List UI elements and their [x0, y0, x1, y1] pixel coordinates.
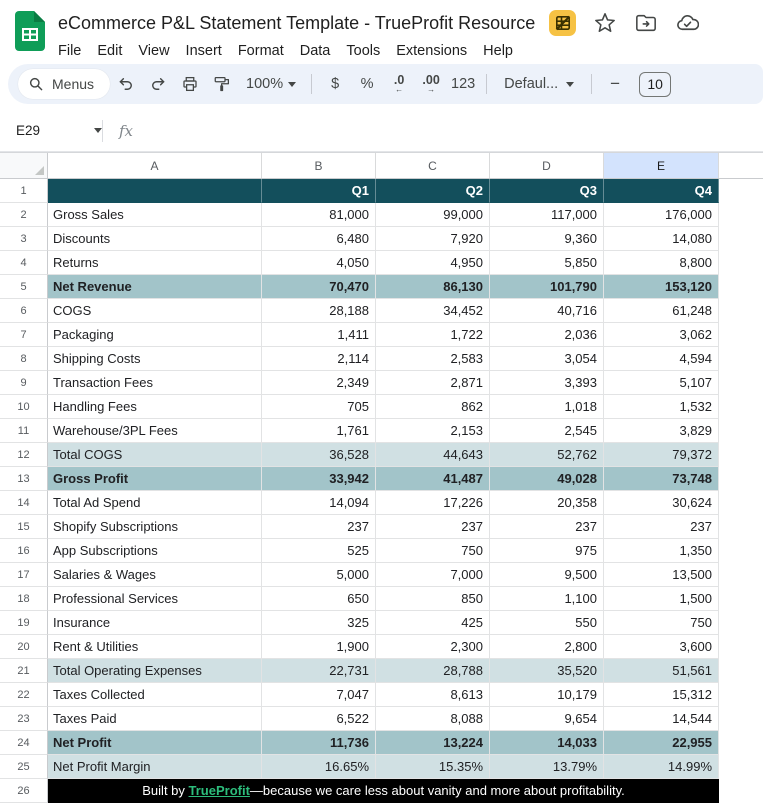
menu-bar	[50, 41, 763, 61]
value-cell[interactable]: 153,120	[604, 275, 719, 299]
row-number[interactable]: 17	[0, 563, 48, 587]
row-number[interactable]: 5	[0, 275, 48, 299]
value-cell[interactable]: 750	[376, 539, 490, 563]
decrease-decimal-button[interactable]: .0 ←	[393, 73, 405, 94]
row-number[interactable]: 1	[0, 179, 48, 203]
value-cell[interactable]: 81,000	[262, 203, 376, 227]
value-cell[interactable]: 35,520	[490, 659, 604, 683]
value-cell[interactable]: 8,800	[604, 251, 719, 275]
cell-reference: E29	[16, 123, 41, 138]
cell[interactable]	[719, 515, 763, 539]
row-number[interactable]: 8	[0, 347, 48, 371]
format-currency-button[interactable]: $	[331, 76, 340, 92]
value-cell[interactable]: 86,130	[376, 275, 490, 299]
table-row	[0, 275, 763, 299]
undo-button[interactable]	[112, 70, 140, 98]
row-label-cell[interactable]: Taxes Collected	[48, 683, 262, 707]
row-number[interactable]: 2	[0, 203, 48, 227]
value-cell[interactable]: 41,487	[376, 467, 490, 491]
table-row	[0, 659, 763, 683]
formula-bar	[0, 110, 763, 152]
value-cell[interactable]: 17,226	[376, 491, 490, 515]
value-cell[interactable]: 8,088	[376, 707, 490, 731]
value-cell[interactable]: 2,153	[376, 419, 490, 443]
table-row	[0, 611, 763, 635]
cell[interactable]	[719, 179, 763, 203]
row-number[interactable]: 20	[0, 635, 48, 659]
formula-bar-divider	[102, 120, 103, 142]
format-percent-button[interactable]: %	[360, 76, 374, 92]
table-row	[0, 371, 763, 395]
cell[interactable]	[719, 395, 763, 419]
column-header-c[interactable]: C	[376, 153, 490, 178]
value-cell[interactable]: 3,829	[604, 419, 719, 443]
value-cell[interactable]: 2,800	[490, 635, 604, 659]
cell[interactable]	[719, 707, 763, 731]
row-label-cell[interactable]: Gross Sales	[48, 203, 262, 227]
menu-item-insert[interactable]: Insert	[185, 43, 222, 59]
menu-item-extensions[interactable]: Extensions	[396, 43, 468, 59]
table-row	[0, 395, 763, 419]
row-label-cell[interactable]: Packaging	[48, 323, 262, 347]
row-label-cell[interactable]: Net Profit Margin	[48, 755, 262, 779]
row-label-cell[interactable]: Net Profit	[48, 731, 262, 755]
cell[interactable]: Q3	[490, 179, 604, 203]
value-cell[interactable]: 5,000	[262, 563, 376, 587]
function-icon: fx	[119, 121, 134, 140]
cell[interactable]	[719, 779, 763, 803]
cell[interactable]	[719, 755, 763, 779]
cell[interactable]	[719, 659, 763, 683]
toolbar-divider	[591, 74, 592, 94]
toolbar-divider	[486, 74, 487, 94]
value-cell[interactable]: 2,300	[376, 635, 490, 659]
menus-button-label: Menus	[52, 76, 95, 92]
value-cell[interactable]: 79,372	[604, 443, 719, 467]
value-cell[interactable]: 2,349	[262, 371, 376, 395]
table-row	[0, 731, 763, 755]
value-cell[interactable]: 3,600	[604, 635, 719, 659]
row-label-cell[interactable]: Warehouse/3PL Fees	[48, 419, 262, 443]
cell[interactable]	[719, 683, 763, 707]
cell[interactable]	[719, 419, 763, 443]
cell[interactable]: Q4	[604, 179, 719, 203]
star-icon[interactable]	[593, 11, 617, 35]
zoom-value: 100%	[246, 76, 284, 92]
menu-item-tools[interactable]: Tools	[346, 43, 381, 59]
value-cell[interactable]: 30,624	[604, 491, 719, 515]
cell[interactable]	[719, 323, 763, 347]
google-sheets-logo-icon[interactable]	[15, 11, 45, 51]
value-cell[interactable]: 4,950	[376, 251, 490, 275]
cell[interactable]	[719, 491, 763, 515]
minus-icon: −	[610, 74, 621, 93]
value-cell[interactable]: 237	[376, 515, 490, 539]
table-row	[0, 323, 763, 347]
name-box[interactable]	[0, 123, 102, 138]
row-label-cell[interactable]: Professional Services	[48, 587, 262, 611]
value-cell[interactable]: 5,107	[604, 371, 719, 395]
value-cell[interactable]: 2,114	[262, 347, 376, 371]
value-cell[interactable]: 237	[262, 515, 376, 539]
value-cell[interactable]: 2,871	[376, 371, 490, 395]
footer-banner-cell[interactable]	[48, 779, 719, 803]
column-header-filler	[719, 153, 763, 178]
value-cell[interactable]: 15,312	[604, 683, 719, 707]
cell[interactable]	[719, 347, 763, 371]
value-cell[interactable]: 5,850	[490, 251, 604, 275]
value-cell[interactable]: 1,100	[490, 587, 604, 611]
toolbar	[8, 64, 763, 104]
chevron-down-icon	[566, 82, 574, 87]
table-row	[0, 491, 763, 515]
cell[interactable]	[719, 251, 763, 275]
row-number[interactable]: 19	[0, 611, 48, 635]
value-cell[interactable]: 1,761	[262, 419, 376, 443]
value-cell[interactable]: 2,583	[376, 347, 490, 371]
row-number[interactable]: 16	[0, 539, 48, 563]
toolbar-divider	[311, 74, 312, 94]
menu-item-edit[interactable]: Edit	[97, 43, 123, 59]
value-cell[interactable]: 28,788	[376, 659, 490, 683]
table-row	[0, 707, 763, 731]
cell[interactable]	[719, 203, 763, 227]
cell[interactable]	[719, 371, 763, 395]
value-cell[interactable]: 1,500	[604, 587, 719, 611]
value-cell[interactable]: 9,360	[490, 227, 604, 251]
row-label-cell[interactable]: Total Operating Expenses	[48, 659, 262, 683]
row-number[interactable]: 9	[0, 371, 48, 395]
value-cell[interactable]: 7,000	[376, 563, 490, 587]
value-cell[interactable]: 3,393	[490, 371, 604, 395]
redo-button[interactable]	[144, 70, 172, 98]
value-cell[interactable]: 20,358	[490, 491, 604, 515]
cell[interactable]: Q2	[376, 179, 490, 203]
value-cell[interactable]: 44,643	[376, 443, 490, 467]
value-cell[interactable]: 1,018	[490, 395, 604, 419]
row-number[interactable]: 4	[0, 251, 48, 275]
font-value: Defaul...	[504, 76, 559, 92]
table-row	[0, 347, 763, 371]
menu-item-view[interactable]: View	[138, 43, 170, 59]
value-cell[interactable]: 705	[262, 395, 376, 419]
move-folder-icon[interactable]	[634, 11, 658, 35]
trueprofit-link[interactable]: TrueProfit	[188, 783, 250, 798]
row-label-cell[interactable]: Returns	[48, 251, 262, 275]
value-cell[interactable]: 40,716	[490, 299, 604, 323]
cloud-status-icon[interactable]	[675, 11, 699, 35]
value-cell[interactable]: 7,920	[376, 227, 490, 251]
row-number[interactable]: 21	[0, 659, 48, 683]
value-cell[interactable]: 850	[376, 587, 490, 611]
column-header-e[interactable]: E	[604, 153, 719, 178]
row-number[interactable]: 7	[0, 323, 48, 347]
select-all-corner[interactable]	[0, 153, 48, 178]
value-cell[interactable]: 13.79%	[490, 755, 604, 779]
value-cell[interactable]: 1,411	[262, 323, 376, 347]
column-header-row	[0, 152, 763, 179]
value-cell[interactable]: 8,613	[376, 683, 490, 707]
value-cell[interactable]: 525	[262, 539, 376, 563]
value-cell[interactable]: 750	[604, 611, 719, 635]
font-select[interactable]	[496, 70, 582, 98]
value-cell[interactable]: 176,000	[604, 203, 719, 227]
print-button[interactable]	[176, 70, 204, 98]
value-cell[interactable]: 14,033	[490, 731, 604, 755]
table-row	[0, 467, 763, 491]
row-number[interactable]: 22	[0, 683, 48, 707]
chevron-down-icon	[288, 82, 296, 87]
value-cell[interactable]: 22,731	[262, 659, 376, 683]
row-label-cell[interactable]: Handling Fees	[48, 395, 262, 419]
banner-suffix-text: —because we care less about vanity and more about profitability.	[249, 783, 625, 798]
row-number[interactable]: 11	[0, 419, 48, 443]
menu-item-file[interactable]: File	[58, 43, 82, 59]
value-cell[interactable]: 99,000	[376, 203, 490, 227]
column-header-d[interactable]: D	[490, 153, 604, 178]
row-number[interactable]: 12	[0, 443, 48, 467]
document-header	[0, 0, 763, 62]
search-icon	[28, 76, 44, 92]
table-row	[0, 635, 763, 659]
row-number[interactable]: 13	[0, 467, 48, 491]
value-cell[interactable]: 14,094	[262, 491, 376, 515]
cell[interactable]	[719, 227, 763, 251]
row-number[interactable]: 25	[0, 755, 48, 779]
banner-prefix-text: Built by	[142, 783, 189, 798]
table-row	[0, 539, 763, 563]
table-row	[0, 755, 763, 779]
view-only-badge-icon[interactable]	[549, 10, 576, 36]
decrease-font-size-button[interactable]	[601, 70, 629, 98]
row-number[interactable]: 6	[0, 299, 48, 323]
value-cell[interactable]: 1,532	[604, 395, 719, 419]
row-label-cell[interactable]: Gross Profit	[48, 467, 262, 491]
row-label-cell[interactable]: Total Ad Spend	[48, 491, 262, 515]
column-header-b[interactable]: B	[262, 153, 376, 178]
sheet-rows	[0, 179, 763, 803]
value-cell[interactable]: 49,028	[490, 467, 604, 491]
row-number[interactable]: 14	[0, 491, 48, 515]
value-cell[interactable]: 2,036	[490, 323, 604, 347]
value-cell[interactable]: 11,736	[262, 731, 376, 755]
value-cell[interactable]: 22,955	[604, 731, 719, 755]
row-label-cell[interactable]: Taxes Paid	[48, 707, 262, 731]
value-cell[interactable]: 51,561	[604, 659, 719, 683]
cell[interactable]	[48, 179, 262, 203]
row-number[interactable]: 10	[0, 395, 48, 419]
cell[interactable]	[719, 275, 763, 299]
table-row	[0, 251, 763, 275]
value-cell[interactable]: 16.65%	[262, 755, 376, 779]
value-cell[interactable]: 73,748	[604, 467, 719, 491]
chevron-down-icon	[94, 128, 102, 133]
cell[interactable]: Q1	[262, 179, 376, 203]
row-number[interactable]: 24	[0, 731, 48, 755]
table-row	[0, 683, 763, 707]
row-label-cell[interactable]: Shipping Costs	[48, 347, 262, 371]
value-cell[interactable]: 36,528	[262, 443, 376, 467]
value-cell[interactable]: 975	[490, 539, 604, 563]
value-cell[interactable]: 117,000	[490, 203, 604, 227]
row-number[interactable]: 23	[0, 707, 48, 731]
value-cell[interactable]: 550	[490, 611, 604, 635]
toolbar-container	[0, 62, 763, 110]
value-cell[interactable]: 6,522	[262, 707, 376, 731]
value-cell[interactable]: 13,224	[376, 731, 490, 755]
value-cell[interactable]: 101,790	[490, 275, 604, 299]
row-label-cell[interactable]: Transaction Fees	[48, 371, 262, 395]
table-row	[0, 587, 763, 611]
spreadsheet	[0, 152, 763, 803]
row-number[interactable]: 15	[0, 515, 48, 539]
cell[interactable]	[719, 299, 763, 323]
row-label-cell[interactable]: Total COGS	[48, 443, 262, 467]
row-number[interactable]: 3	[0, 227, 48, 251]
menu-item-data[interactable]: Data	[299, 43, 331, 59]
value-cell[interactable]: 13,500	[604, 563, 719, 587]
table-row	[0, 419, 763, 443]
value-cell[interactable]: 70,470	[262, 275, 376, 299]
menu-item-help[interactable]: Help	[483, 43, 513, 59]
value-cell[interactable]: 1,900	[262, 635, 376, 659]
table-row	[0, 779, 763, 803]
row-number[interactable]: 18	[0, 587, 48, 611]
more-formats-button[interactable]: 123	[451, 76, 476, 92]
value-cell[interactable]: 34,452	[376, 299, 490, 323]
column-header-a[interactable]: A	[48, 153, 262, 178]
cell[interactable]	[719, 611, 763, 635]
table-row	[0, 227, 763, 251]
row-label-cell[interactable]: App Subscriptions	[48, 539, 262, 563]
row-label-cell[interactable]: Salaries & Wages	[48, 563, 262, 587]
value-cell[interactable]: 237	[604, 515, 719, 539]
value-cell[interactable]: 4,594	[604, 347, 719, 371]
value-cell[interactable]: 4,050	[262, 251, 376, 275]
font-size-input[interactable]: 10	[639, 72, 671, 97]
value-cell[interactable]: 14,080	[604, 227, 719, 251]
table-row	[0, 443, 763, 467]
value-cell[interactable]: 237	[490, 515, 604, 539]
menus-search-button[interactable]	[18, 69, 110, 99]
value-cell[interactable]: 14,544	[604, 707, 719, 731]
table-row	[0, 203, 763, 227]
cell[interactable]	[719, 563, 763, 587]
value-cell[interactable]: 325	[262, 611, 376, 635]
cell[interactable]	[719, 443, 763, 467]
cell[interactable]	[719, 467, 763, 491]
value-cell[interactable]: 425	[376, 611, 490, 635]
table-row	[0, 299, 763, 323]
document-title[interactable]: eCommerce P&L Statement Template - TrueProfit Resource	[58, 12, 536, 33]
cell[interactable]	[719, 587, 763, 611]
paint-format-button[interactable]	[208, 70, 236, 98]
row-number[interactable]: 26	[0, 779, 48, 803]
increase-decimal-button[interactable]: .00 →	[422, 73, 440, 94]
value-cell[interactable]: 1,350	[604, 539, 719, 563]
value-cell[interactable]: 6,480	[262, 227, 376, 251]
value-cell[interactable]: 650	[262, 587, 376, 611]
value-cell[interactable]: 3,054	[490, 347, 604, 371]
table-row	[0, 179, 763, 203]
cell[interactable]	[719, 731, 763, 755]
value-cell[interactable]: 61,248	[604, 299, 719, 323]
zoom-select[interactable]	[240, 70, 302, 98]
value-cell[interactable]: 7,047	[262, 683, 376, 707]
value-cell[interactable]: 862	[376, 395, 490, 419]
row-label-cell[interactable]: Net Revenue	[48, 275, 262, 299]
cell[interactable]	[719, 539, 763, 563]
table-row	[0, 515, 763, 539]
table-row	[0, 563, 763, 587]
value-cell[interactable]: 1,722	[376, 323, 490, 347]
value-cell[interactable]: 10,179	[490, 683, 604, 707]
value-cell[interactable]: 33,942	[262, 467, 376, 491]
value-cell[interactable]: 52,762	[490, 443, 604, 467]
value-cell[interactable]: 28,188	[262, 299, 376, 323]
menu-item-format[interactable]: Format	[237, 43, 284, 59]
value-cell[interactable]: 14.99%	[604, 755, 719, 779]
row-label-cell[interactable]: Shopify Subscriptions	[48, 515, 262, 539]
row-label-cell[interactable]: Insurance	[48, 611, 262, 635]
value-cell[interactable]: 2,545	[490, 419, 604, 443]
row-label-cell[interactable]: Rent & Utilities	[48, 635, 262, 659]
row-label-cell[interactable]: COGS	[48, 299, 262, 323]
value-cell[interactable]: 15.35%	[376, 755, 490, 779]
cell[interactable]	[719, 635, 763, 659]
value-cell[interactable]: 9,654	[490, 707, 604, 731]
value-cell[interactable]: 3,062	[604, 323, 719, 347]
row-label-cell[interactable]: Discounts	[48, 227, 262, 251]
value-cell[interactable]: 9,500	[490, 563, 604, 587]
